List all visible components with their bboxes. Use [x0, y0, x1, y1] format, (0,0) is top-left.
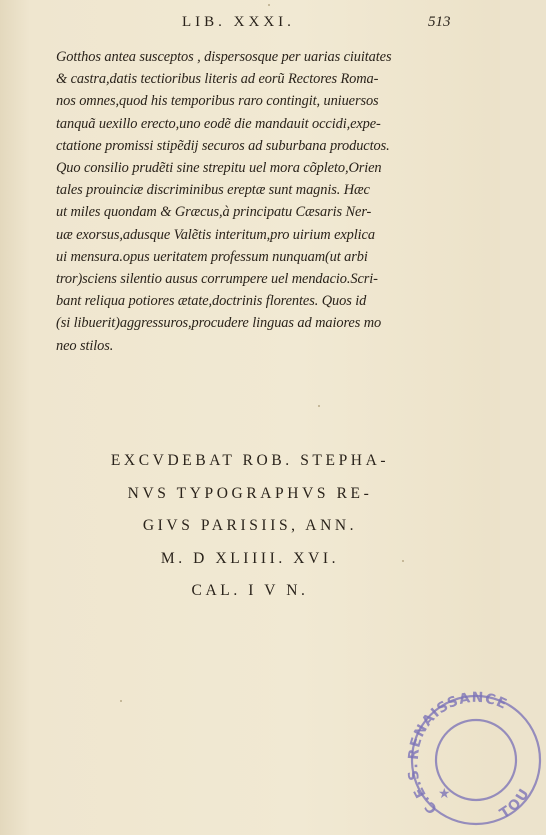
text-line: bant reliqua potiores ætate,doctrinis florentes. Quos id: [56, 293, 367, 310]
text-line: ui mensura.opus ueritatem professum nunquam(ut arbi: [56, 248, 368, 265]
body-text: [56, 46, 456, 357]
stamp-text-top: RENAISSANCE: [405, 689, 510, 761]
running-head: LIB. XXXI.: [182, 14, 295, 30]
paper-speck: [318, 405, 320, 407]
text-line: nos omnes,quod his temporibus raro contingit, uniuersos: [56, 93, 379, 110]
text-line: ctatione promissi stipẽdij securos ad suburbana productos.: [56, 137, 390, 154]
text-line: tanquã uexillo erecto,uno eodẽ die mandauit occidi,expe-: [56, 115, 381, 132]
stamp-text-bottom: TOU: [496, 784, 534, 823]
paper-speck: [402, 560, 404, 562]
star-icon: ★: [438, 786, 451, 802]
colophon: [40, 445, 460, 608]
page-number: 513: [428, 14, 451, 30]
colophon-line: M. D XLIIII. XVI.: [160, 549, 340, 567]
text-line: Quo consilio prudẽti sine strepitu uel mora cõpleto,Orien: [56, 160, 382, 177]
text-line: neo stilos.: [56, 337, 114, 354]
text-line: tror)sciens silentio ausus corrumpere uel mendacio.Scri-: [56, 271, 378, 288]
colophon-line: CAL. I V N.: [191, 582, 309, 599]
text-line: Gotthos antea susceptos , dispersosque per uarias ciuitates: [56, 49, 392, 65]
stamp-text-left: C.E.S.: [405, 761, 441, 817]
text-line: ut miles quondam & Græcus,à principatu Cæsaris Ner-: [56, 204, 372, 221]
text-line: (si libuerit)aggressuros,procudere linguas ad maiores mo: [56, 315, 382, 332]
library-stamp: [396, 680, 546, 830]
paper-speck: [120, 700, 122, 702]
text-line: & castra,datis tectioribus literis ad eorũ Rectores Roma-: [56, 71, 379, 88]
page-header: [0, 14, 500, 40]
colophon-line: EXCVDEBAT ROB. STEPHA-: [110, 452, 390, 469]
colophon-line: NVS TYPOGRAPHVS RE-: [127, 484, 373, 502]
paper-speck: [268, 4, 270, 6]
colophon-line: GIVS PARISIIS, ANN.: [142, 517, 358, 534]
text-line: uæ exorsus,adusque Valẽtis interitum,pro uirium explica: [56, 226, 375, 243]
text-line: tales prouinciæ discriminibus ereptæ sunt magnis. Hæc: [56, 182, 370, 199]
